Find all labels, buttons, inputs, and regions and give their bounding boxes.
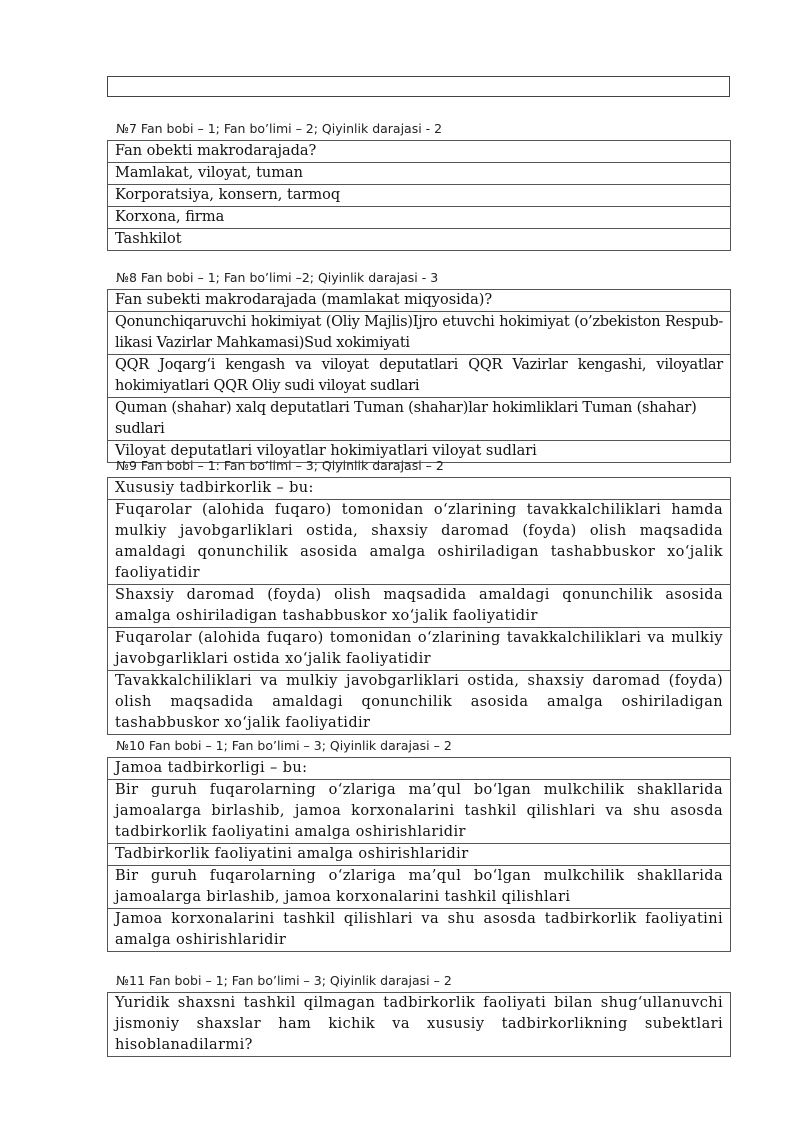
question-row	[108, 478, 731, 500]
answer-text: Mamlakat, viloyat, tuman	[108, 163, 731, 185]
answer-text: Korporatsiya, konsern, tarmoq	[108, 185, 731, 207]
answer-row	[108, 866, 731, 909]
question-row	[108, 141, 731, 163]
answer-row	[108, 671, 731, 735]
question-text: Xususiy tadbirkorlik – bu:	[108, 478, 731, 500]
answer-text: Fuqarolar (alohida fuqaro) tomonidan o‘zlarining tavakkalchiliklari va mulkiy javobgarliklari ostida xo‘jalik faoliyatidir	[108, 628, 731, 671]
answer-text: Tadbirkorlik faoliyatini amalga oshirishlaridir	[108, 844, 731, 866]
answer-row	[108, 185, 731, 207]
question-9-heading: №9 Fan bobi – 1: Fan bo’limi – 3; Qiyinlik darajasi – 2	[116, 458, 444, 473]
answer-text: Jamoa korxonalarini tashkil qilishlari va shu asosda tadbirkorlik faoliyatini amalga oshirishlaridir	[108, 909, 731, 952]
answer-row	[108, 628, 731, 671]
question-9-table	[107, 477, 731, 735]
answer-row	[108, 500, 731, 585]
question-text: Fan obekti makrodarajada?	[108, 141, 731, 163]
answer-row	[108, 312, 731, 355]
question-10-heading: №10 Fan bobi – 1; Fan bo’limi – 3; Qiyinlik darajasi – 2	[116, 738, 452, 753]
question-row	[108, 758, 731, 780]
answer-row	[108, 844, 731, 866]
empty-answer-box	[107, 76, 730, 97]
answer-text: Quman (shahar) xalq deputatlari Tuman (shahar)lar hokimliklari Tuman (shahar) sudlari	[108, 398, 731, 441]
answer-text: Shaxsiy daromad (foyda) olish maqsadida amaldagi qonunchilik asosida amalga oshiriladigan tashabbuskor xo‘jalik faoliyatidir	[108, 585, 731, 628]
question-8-table	[107, 289, 731, 463]
answer-row	[108, 585, 731, 628]
answer-text: Tashkilot	[108, 229, 731, 251]
answer-text: Viloyat deputatlari viloyatlar hokimiyatlari viloyat sudlari	[108, 441, 731, 463]
answer-row	[108, 207, 731, 229]
question-text: Jamoa tadbirkorligi – bu:	[108, 758, 731, 780]
question-10-table	[107, 757, 731, 952]
question-11-heading: №11 Fan bobi – 1; Fan bo’limi – 3; Qiyinlik darajasi – 2	[116, 973, 452, 988]
answer-text: Fuqarolar (alohida fuqaro) tomonidan o‘zlarining tavakkalchiliklari hamda mulkiy javobgarliklari ostida, shaxsiy daromad (foyda) olish maqsadida amaldagi qonunchilik asosida amalga oshiriladigan tashabbuskor xo‘jalik faoliyatidir	[108, 500, 731, 585]
question-11-table	[107, 992, 731, 1057]
answer-text: QQR Joqarg‘i kengash va viloyat deputatlari QQR Vazirlar kengashi, viloyatlar hokimiyatlari QQR Oliy sudi viloyat sudlari	[108, 355, 731, 398]
answer-row	[108, 398, 731, 441]
answer-row	[108, 780, 731, 844]
answer-text: Bir guruh fuqarolarning o‘zlariga ma’qul bo‘lgan mulkchilik shakllarida jamoalarga birlashib, jamoa korxonalarini tashkil qilishlari	[108, 866, 731, 909]
answer-row	[108, 229, 731, 251]
answer-text: Tavakkalchiliklari va mulkiy javobgarliklari ostida, shaxsiy daromad (foyda) olish maqsadida amaldagi qonunchilik asosida amalga oshiriladigan tashabbuskor xo‘jalik faoliyatidir	[108, 671, 731, 735]
question-7-table	[107, 140, 731, 251]
question-8-heading: №8 Fan bobi – 1; Fan bo’limi –2; Qiyinlik darajasi - 3	[116, 270, 439, 285]
answer-text: Qonunchiqaruvchi hokimiyat (Oliy Majlis)Ijro etuvchi hokimiyat (o’zbekiston Respub-likasi Vazirlar Mahkamasi)Sud xokimiyati	[108, 312, 731, 355]
question-7-heading: №7 Fan bobi – 1; Fan bo’limi – 2; Qiyinlik darajasi - 2	[116, 121, 443, 136]
question-row	[108, 290, 731, 312]
question-text: Fan subekti makrodarajada (mamlakat miqyosida)?	[108, 290, 731, 312]
question-text: Yuridik shaxsni tashkil qilmagan tadbirkorlik faoliyati bilan shug‘ullanuvchi jismoniy shaxslar ham kichik va xususiy tadbirkorlikning subektlari hisoblanadilarmi?	[108, 993, 731, 1057]
question-row	[108, 993, 731, 1057]
answer-row	[108, 163, 731, 185]
answer-row	[108, 909, 731, 952]
answer-text: Bir guruh fuqarolarning o‘zlariga ma’qul bo‘lgan mulkchilik shakllarida jamoalarga birlashib, jamoa korxonalarini tashkil qilishlari va shu asosda tadbirkorlik faoliyatini amalga oshirishlaridir	[108, 780, 731, 844]
answer-row	[108, 355, 731, 398]
answer-text: Korxona, firma	[108, 207, 731, 229]
